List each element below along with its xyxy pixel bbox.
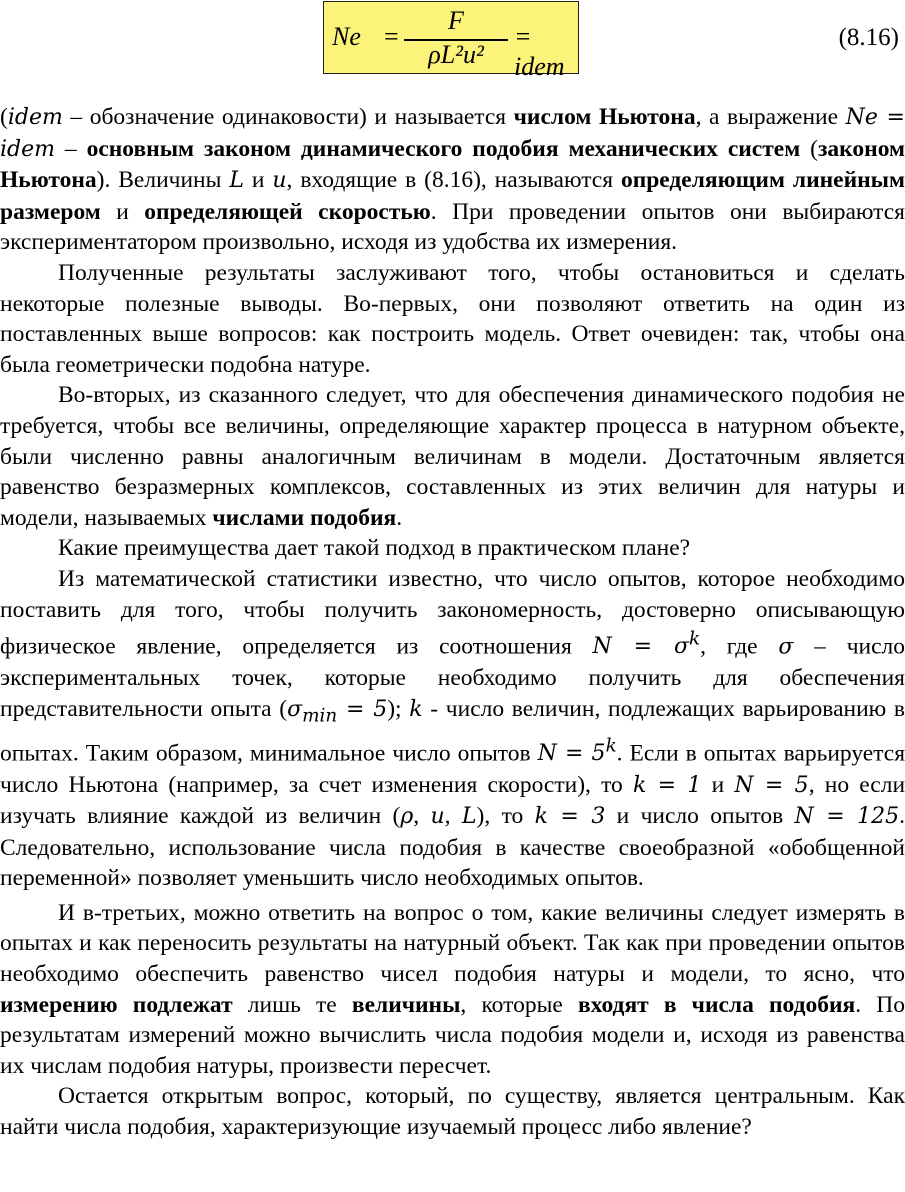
paragraph-4: Какие преимущества дает такой подход в практическом плане? [58,535,691,562]
term-similarity-numbers: числами подобия [212,504,397,531]
term-newton-law: законом Ньютона [0,135,905,194]
term-velocity: определяющей скоростью [144,198,431,225]
math-text: N = 5 [537,740,606,766]
math-L: L [461,804,477,830]
text: , входящие в (8.16), называются [286,167,621,194]
math-u: u [430,804,445,830]
formula-equals: = [384,22,399,51]
math-sup: k [689,629,701,651]
term-linear-size: определяющим линейным размером [0,167,905,225]
formula-box [323,1,579,81]
formula-denominator: ρL²u² [428,40,484,69]
text: – обозначение одинаковости) и называется [62,104,514,130]
text: , где [700,633,779,660]
text: лишь те [232,991,352,1018]
paragraph-3 [0,380,905,533]
math-n-sigma-k [592,629,701,660]
paragraph-6 [0,898,905,1082]
math-text: σ [287,696,303,722]
math-L: L [229,168,244,194]
text: , но если изучать влияние каждой из величин ( [0,771,905,830]
math-u: u [272,168,287,194]
text: . По результатам измерений можно вычислить числа подобия модели и, исходя из равенства их числам подобия натуры, произвести пересчет. [0,991,905,1079]
term-in-similarity-numbers: входят в числа подобия [577,991,856,1018]
text: ). Величины [96,167,230,194]
text: , которые [460,991,578,1018]
text: , [413,803,431,830]
paragraph-5 [0,564,905,894]
math-n-5k [537,735,617,766]
formula-lhs: Ne [332,22,361,51]
text: Из математической статистики известно, что число опытов, которое необходимо поставить для того, чтобы получить закономерность, достоверно описывающую физическое явление, определяется из соотношения [0,565,905,660]
math-text: = 5 [337,696,388,722]
math-idem: idem [7,105,63,130]
term-quantities: величины [351,991,461,1018]
term-dynamic-similarity-law: основным законом динамического подобия механических систем [86,135,801,162]
math-k3: k = 3 [534,804,606,830]
formula-rhs: = idem [514,22,565,81]
text: . [396,504,403,531]
math-sigma: σ [778,634,794,660]
math-n125: N = 125 [794,804,900,830]
text: . Если в опытах варьируется число Ньютона (например, за счет изменения скорости), то [0,739,905,798]
text: . При проведении опытов они выбираются экспериментатором произвольно, исходя из удобства их измерения. [0,198,905,256]
paragraph-1 [0,102,905,258]
math-sigma-min [287,696,388,726]
text: ); [387,695,410,722]
text: и [701,771,735,798]
math-k1: k = 1 [633,772,702,798]
text: . Следовательно, использование числа подобия в качестве своеобразной «обобщенной переменной» позволяет уменьшить число необходимых опытов. [0,803,905,892]
paragraph-2: Полученные результаты заслуживают того, чтобы остановиться и сделать некоторые полезные выводы. Во-первых, они позволяют ответить на один из поставленных выше вопросов: как построить модель. Ответ очевиден: так, чтобы она была геометрически подобна натуре. [0,259,905,378]
text: – [55,135,87,162]
text: и [243,167,273,194]
text: , [444,803,462,830]
paragraph-7: Остается открытым вопрос, который, по существу, является центральным. Как найти числа подобия, характеризующие изучаемый процесс либо явление? [0,1083,905,1141]
term-newton-number: числом Ньютона [513,104,696,130]
page-body [0,102,905,1143]
math-k: k [409,696,423,722]
text: , а выражение [695,104,846,130]
formula-numerator: F [448,6,464,35]
text: Во-вторых, из сказанного следует, что для обеспечения динамического подобия не требуется, чтобы все величины, определяющие характер процесса в натурном объекте, были численно равны аналогичным величинам в модели. Достаточным является равенство безразмерных комплексов, составленных из этих величин для натуры и модели, называемых [0,382,905,531]
text: И в-третьих, можно ответить на вопрос о том, какие величины следует измерять в опытах и как переносить результаты на натурный объект. Так как при проведении опытов необходимо обеспечить равенство чисел подобия натуры и модели, то ясно, что [0,899,905,988]
math-sub: min [302,705,338,726]
math-n5: N = 5 [734,772,809,798]
equation-number: (8.16) [838,24,899,51]
text: – число экспериментальных точек, которые необходимо получить для обеспечения представительности опыта ( [0,633,905,722]
text: ( [800,135,818,162]
math-rho: ρ [400,804,414,830]
text: - число величин, подлежащих варьированию в опытах. Таким образом, минимальное число опытов [0,695,905,766]
text: и число опытов [605,803,795,830]
math-ne-idem: Ne = idem [0,105,905,162]
text: ( [0,104,8,130]
term-measured: измерению подлежат [0,991,233,1018]
text: и [100,198,145,225]
text: ), то [476,803,535,830]
math-text: N = σ [592,634,690,660]
math-sup: k [605,735,617,757]
